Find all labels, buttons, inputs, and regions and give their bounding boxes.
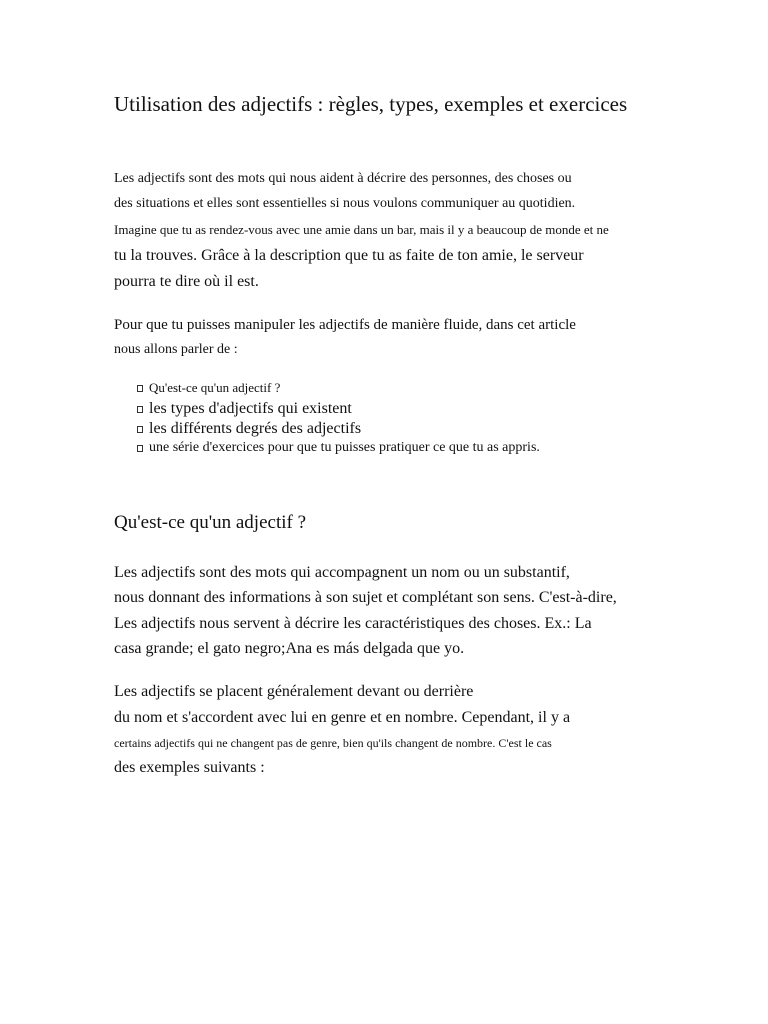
section-paragraph-1-line-3: Les adjectifs nous servent à décrire les caractéristiques des choses. Ex.: La	[114, 615, 592, 632]
list-item-label: les différents degrés des adjectifs	[149, 420, 362, 437]
list-item-label: Qu'est-ce qu'un adjectif ?	[149, 380, 281, 395]
list-item	[137, 440, 540, 456]
section-paragraph-2-line-1: Les adjectifs se placent généralement devant ou derrière	[114, 683, 474, 700]
intro-line-5: pourra te dire où il est.	[114, 273, 259, 290]
bullet-square-icon	[137, 406, 143, 413]
list-item-label: une série d'exercices pour que tu puisses pratiquer ce que tu as appris.	[149, 440, 540, 455]
section-paragraph-2-line-3: certains adjectifs qui ne changent pas de genre, bien qu'ils changent de nombre. C'est le cas	[114, 736, 552, 750]
section-paragraph-2-line-4: des exemples suivants :	[114, 759, 265, 776]
intro-line-1: Les adjectifs sont des mots qui nous aident à décrire des personnes, des choses ou	[114, 171, 572, 186]
intro-line-2: des situations et elles sont essentielles si nous voulons communiquer au quotidien.	[114, 196, 576, 211]
section-paragraph-2-line-2: du nom et s'accordent avec lui en genre et en nombre. Cependant, il y a	[114, 709, 571, 726]
list-item	[137, 420, 361, 438]
intro-line-3: Imagine que tu as rendez-vous avec une amie dans un bar, mais il y a beaucoup de monde et ne	[114, 222, 609, 237]
intro-line-4: tu la trouves. Grâce à la description que tu as faite de ton amie, le serveur	[114, 247, 584, 264]
plan-intro-line-1: Pour que tu puisses manipuler les adjectifs de manière fluide, dans cet article	[114, 317, 576, 333]
section-heading: Qu'est-ce qu'un adjectif ?	[114, 512, 307, 533]
list-item	[137, 380, 280, 396]
bullet-square-icon	[137, 426, 143, 433]
list-item-label: les types d'adjectifs qui existent	[149, 400, 352, 417]
plan-intro-line-2: nous allons parler de :	[114, 342, 238, 357]
list-item	[137, 400, 352, 418]
bullet-square-icon	[137, 445, 143, 452]
section-paragraph-1-line-1: Les adjectifs sont des mots qui accompagnent un nom ou un substantif,	[114, 564, 570, 581]
section-paragraph-1-line-4: casa grande; el gato negro;Ana es más delgada que yo.	[114, 640, 465, 657]
page-title: Utilisation des adjectifs : règles, types, exemples et exercices	[114, 92, 628, 116]
section-paragraph-1-line-2: nous donnant des informations à son sujet et complétant son sens. C'est-à-dire,	[114, 589, 617, 606]
bullet-square-icon	[137, 385, 143, 392]
